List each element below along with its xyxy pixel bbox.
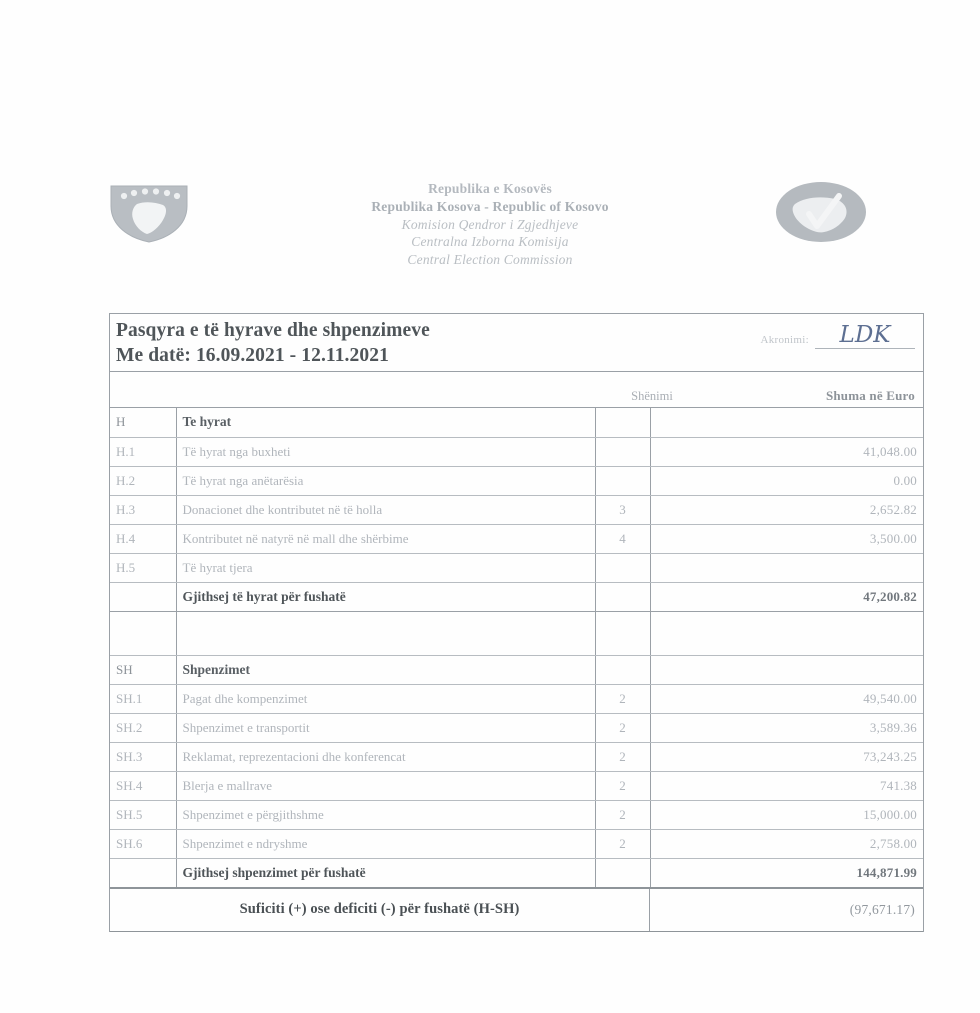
row-code: H (110, 408, 176, 437)
row-code: SH.3 (110, 742, 176, 771)
table-row (110, 684, 923, 713)
table-row (110, 800, 923, 829)
ledger-body (110, 408, 923, 887)
row-note (595, 655, 650, 684)
row-code (110, 858, 176, 887)
row-amount: 741.38 (650, 771, 923, 800)
row-note (595, 408, 650, 437)
financial-statement-table (109, 313, 924, 932)
row-note: 4 (595, 524, 650, 553)
row-note (595, 466, 650, 495)
acronym-value: LDK (815, 323, 915, 349)
org-line-3: Komision Qendror i Zgjedhjeve (401, 216, 579, 232)
organization-names (250, 180, 730, 269)
org-line-5: Central Election Commission (407, 252, 573, 268)
row-note: 2 (595, 771, 650, 800)
row-amount: 2,758.00 (650, 829, 923, 858)
table-row (110, 495, 923, 524)
row-amount (650, 611, 923, 655)
row-desc: Shpenzimet e përgjithshme (176, 800, 595, 829)
row-desc: Te hyrat (176, 408, 595, 437)
table-row (110, 437, 923, 466)
row-code (110, 611, 176, 655)
row-desc: Donacionet dhe kontributet në të holla (176, 495, 595, 524)
row-note: 2 (595, 713, 650, 742)
table-row-expenses-total (110, 858, 923, 887)
table-row (110, 771, 923, 800)
title-block (110, 314, 923, 372)
row-amount: 47,200.82 (650, 582, 923, 611)
row-amount: 15,000.00 (650, 800, 923, 829)
row-note (595, 437, 650, 466)
column-headers (110, 372, 923, 408)
row-code: SH (110, 655, 176, 684)
row-amount: 3,589.36 (650, 713, 923, 742)
row-note (595, 858, 650, 887)
row-amount: 3,500.00 (650, 524, 923, 553)
org-line-4: Centralna Izborna Komisija (411, 234, 569, 250)
row-code: SH.6 (110, 829, 176, 858)
surplus-deficit-amount: (97,671.17) (849, 901, 915, 917)
acronym-field (760, 323, 915, 349)
row-code: SH.1 (110, 684, 176, 713)
row-desc: Blerja e mallrave (176, 771, 595, 800)
row-note (595, 611, 650, 655)
row-desc: Të hyrat nga buxheti (176, 437, 595, 466)
row-code (110, 582, 176, 611)
row-desc: Të hyrat nga anëtarësia (176, 466, 595, 495)
row-amount (650, 655, 923, 684)
surplus-deficit-label: Suficiti (+) ose deficiti (-) për fushatë (H-SH) (110, 889, 650, 931)
org-line-1: Republika e Kosovës (428, 181, 552, 196)
column-header-note: Shënimi (631, 389, 673, 403)
table-row (110, 466, 923, 495)
row-amount: 0.00 (650, 466, 923, 495)
org-line-2: Republika Kosova - Republic of Kosovo (371, 198, 609, 214)
kosovo-coat-of-arms-icon (107, 182, 191, 244)
row-code: H.5 (110, 553, 176, 582)
row-amount: 73,243.25 (650, 742, 923, 771)
row-amount: 2,652.82 (650, 495, 923, 524)
row-code: H.2 (110, 466, 176, 495)
row-code: H.3 (110, 495, 176, 524)
row-desc: Shpenzimet (176, 655, 595, 684)
row-desc: Gjithsej të hyrat për fushatë (176, 582, 595, 611)
row-desc: Pagat dhe kompenzimet (176, 684, 595, 713)
acronym-label: Akronimi: (760, 334, 809, 347)
table-row (110, 524, 923, 553)
row-note: 2 (595, 684, 650, 713)
row-code: SH.4 (110, 771, 176, 800)
table-row-income-total (110, 582, 923, 611)
row-note (595, 553, 650, 582)
ledger-table (110, 408, 923, 888)
row-code: H.4 (110, 524, 176, 553)
column-header-amount: Shuma në Euro (825, 388, 915, 403)
table-row-expenses-header (110, 655, 923, 684)
cec-logo-icon (773, 180, 869, 244)
row-desc: Reklamat, reprezentacioni dhe konferencat (176, 742, 595, 771)
table-row-income-header (110, 408, 923, 437)
row-amount: 144,871.99 (650, 858, 923, 887)
row-desc: Shpenzimet e transportit (176, 713, 595, 742)
row-note (595, 582, 650, 611)
row-desc (176, 611, 595, 655)
date-range: Me datë: 16.09.2021 - 12.11.2021 (116, 344, 389, 366)
row-code: SH.2 (110, 713, 176, 742)
row-note: 2 (595, 829, 650, 858)
row-desc: Të hyrat tjera (176, 553, 595, 582)
row-code: H.1 (110, 437, 176, 466)
row-code: SH.5 (110, 800, 176, 829)
table-row-spacer (110, 611, 923, 655)
row-amount (650, 553, 923, 582)
row-desc: Shpenzimet e ndryshme (176, 829, 595, 858)
row-note: 2 (595, 800, 650, 829)
row-amount: 49,540.00 (650, 684, 923, 713)
table-row (110, 829, 923, 858)
letterhead (0, 172, 980, 268)
row-amount (650, 408, 923, 437)
table-row (110, 742, 923, 771)
row-note: 2 (595, 742, 650, 771)
row-desc: Gjithsej shpenzimet për fushatë (176, 858, 595, 887)
row-amount: 41,048.00 (650, 437, 923, 466)
table-row (110, 553, 923, 582)
row-note: 3 (595, 495, 650, 524)
page-title: Pasqyra e të hyrave dhe shpenzimeve (116, 320, 430, 341)
table-row (110, 713, 923, 742)
row-desc: Kontributet në natyrë në mall dhe shërbime (176, 524, 595, 553)
surplus-deficit-row (110, 888, 923, 932)
